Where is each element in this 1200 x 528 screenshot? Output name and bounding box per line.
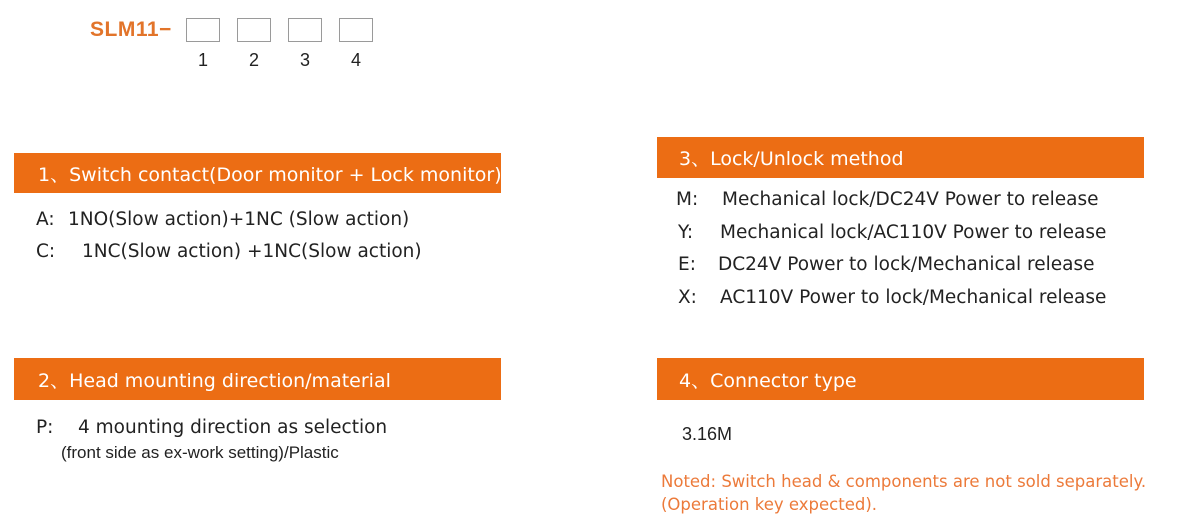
lock-method-option-m xyxy=(676,189,1099,210)
code-position-3: 3 xyxy=(299,50,310,70)
note-line-1: Noted: Switch head & components are not sold separately. xyxy=(661,472,1147,491)
option-text: 1NC(Slow action) +1NC(Slow action) xyxy=(82,241,422,262)
code-box-3 xyxy=(288,18,322,42)
option-text: 1NO(Slow action)+1NC (Slow action) xyxy=(68,209,410,230)
section-head-mounting-header: 2、Head mounting direction/material xyxy=(14,358,501,400)
lock-method-option-y xyxy=(678,222,1106,243)
code-position-1: 1 xyxy=(197,50,208,70)
option-code: E: xyxy=(678,254,696,275)
switch-contact-option-c xyxy=(36,241,422,262)
option-code: X: xyxy=(678,287,697,308)
code-box-1 xyxy=(186,18,220,42)
note-line-2: (Operation key expected). xyxy=(661,495,878,514)
option-code: C: xyxy=(36,241,56,262)
note-text xyxy=(661,470,1146,516)
connector-type-value: 3.16M xyxy=(682,424,733,444)
option-text: DC24V Power to lock/Mechanical release xyxy=(718,254,1095,275)
section-lock-method-header: 3、Lock/Unlock method xyxy=(657,137,1144,178)
head-mounting-option-p xyxy=(36,417,387,438)
option-code: A: xyxy=(36,209,55,230)
model-prefix: SLM11− xyxy=(90,18,172,41)
section-connector-header: 4、Connector type xyxy=(657,358,1144,400)
head-mounting-sub-text: (front side as ex-work setting)/Plastic xyxy=(61,443,339,462)
lock-method-option-e xyxy=(678,254,1095,275)
option-code: P: xyxy=(36,417,54,438)
option-text: Mechanical lock/AC110V Power to release xyxy=(720,222,1107,243)
lock-method-option-x xyxy=(678,287,1106,308)
code-position-4: 4 xyxy=(350,50,361,70)
option-code: M: xyxy=(676,189,699,210)
option-text: Mechanical lock/DC24V Power to release xyxy=(722,189,1099,210)
switch-contact-option-a xyxy=(36,209,409,230)
code-box-2 xyxy=(237,18,271,42)
option-text: 4 mounting direction as selection xyxy=(78,417,388,438)
option-text: AC110V Power to lock/Mechanical release xyxy=(720,287,1107,308)
section-switch-contact-header: 1、Switch contact(Door monitor + Lock monitor) xyxy=(14,153,501,193)
code-box-4 xyxy=(339,18,373,42)
code-position-2: 2 xyxy=(248,50,259,70)
option-code: Y: xyxy=(678,222,694,243)
